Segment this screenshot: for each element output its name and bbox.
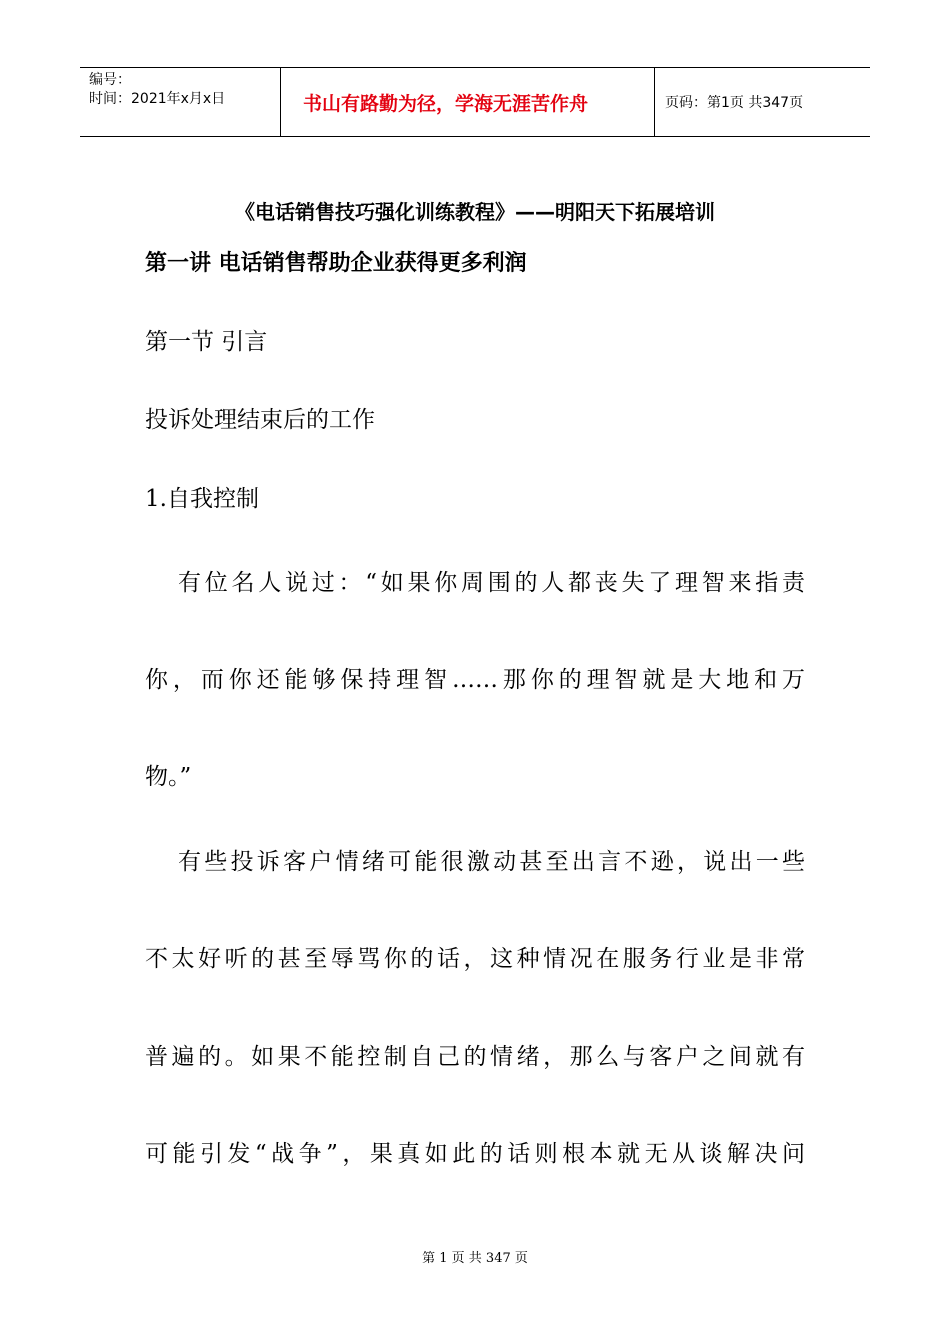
item-heading: 1.自我控制 (145, 486, 259, 512)
header-page-info: 页码：第1页 共347页 (665, 95, 804, 111)
document-title: 《电话销售技巧强化训练教程》——明阳天下拓展培训 (235, 200, 715, 224)
body-line: 你，而你还能够保持理智……那你的理智就是大地和万 (145, 667, 805, 693)
body-line: 有位名人说过：“如果你周围的人都丧失了理智来指责 (178, 570, 805, 596)
page-footer: 第 1 页 共 347 页 (422, 1251, 528, 1266)
page-header (80, 67, 870, 137)
section-heading: 第一节 引言 (145, 329, 268, 355)
header-time-label: 时间：2021年x月x日 (89, 91, 226, 107)
body-line: 不太好听的甚至辱骂你的话，这种情况在服务行业是非常 (145, 946, 805, 972)
lecture-heading: 第一讲 电话销售帮助企业获得更多利润 (145, 251, 527, 276)
body-line: 普遍的。如果不能控制自己的情绪，那么与客户之间就有 (145, 1044, 805, 1070)
body-line: 有些投诉客户情绪可能很激动甚至出言不逊，说出一些 (178, 849, 805, 875)
header-meta (80, 68, 281, 136)
header-motto: 书山有路勤为径，学海无涯苦作舟 (281, 68, 655, 136)
body-line: 物。” (145, 764, 192, 790)
header-number-label: 编号： (89, 72, 131, 88)
body-line: 可能引发“战争”，果真如此的话则根本就无从谈解决问 (145, 1141, 805, 1167)
subheading: 投诉处理结束后的工作 (145, 407, 375, 433)
